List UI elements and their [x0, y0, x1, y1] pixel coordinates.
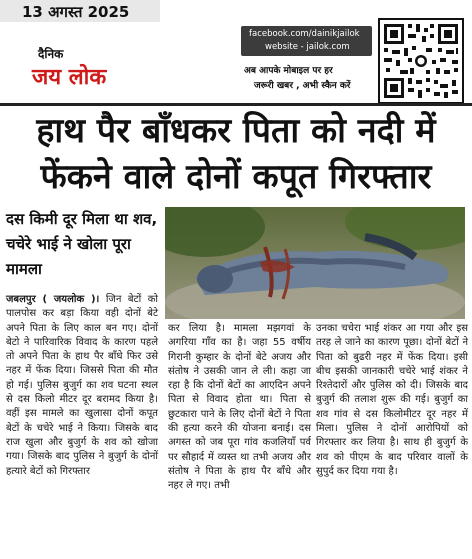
- social-links-bar: [241, 26, 372, 56]
- newspaper-logo: [4, 27, 154, 97]
- date-bar: [0, 0, 160, 22]
- article-subheadline: दस किमी दूर मिला था शव, चचेरे भाई ने खोला पूरा मामला: [6, 210, 158, 278]
- qr-code-icon[interactable]: [378, 18, 464, 104]
- header-divider: [0, 103, 472, 106]
- logo-daily-label: दैनिक: [38, 47, 64, 61]
- article-photo: [165, 207, 465, 319]
- logo-name: जय लोक: [32, 65, 107, 90]
- article-headline: हाथ पैर बाँधकर पिता को नदी में फेंकने वाले दोनों कपूत गिरफ्तार: [36, 111, 436, 197]
- masthead: [0, 0, 472, 102]
- scan-promo-line2: जरूरी खबर , अभी स्कैन करें: [254, 81, 351, 91]
- article-column-1: [6, 293, 158, 479]
- edition-date: 13 अगस्त 2025: [22, 3, 130, 21]
- article-column-3: उनका चचेरा भाई शंकर आ गया और इस तरह ले जाने का कारण पूछा। दोनों बेटों ने पिता को बुढरी नहर में फेंक दिया। इसी बीच इसकी जानकारी चचेरे भाई शंकर ने रिश्तेदारों और पुलिस को दी। जिसके बाद बुजुर्ग की तलाश शुरू की गई। बुजुर्ग का शव गांव से दस किलोमीटर दूर नहर में मिला। पुलिस ने दोनों आरोपियों को गिरफ्तार कर लिया है। साथ ही बुजुर्ग के शव को पीएम के बाद परिवार वालों के सुपुर्द कर दिया गया है।: [316, 323, 468, 477]
- article-column-2: कर लिया है। मामला मझगवां के अगरिया गाँव का है। जहा 55 वर्षीय गिरानी कुम्हार के दोनों बेटे अजय और संतोष ने उसकी जान ले ली। कहा जा रहा है कि दोनों बेटों का आएदिन अपने पिता से विवाद होता था। पिता से छुटकारा पाने के लिए दोनों बेटों ने पिता की हत्या करने की योजना बनाई। दस अगस्त को जब पूरा गांव कजलियाँ पर्व पर सौहार्द में व्यस्त था तभी अजय और संतोष ने पिता के हाथ पैर बाँधे और नहर ले गए। तभी: [168, 323, 311, 492]
- facebook-link[interactable]: facebook.com/dainikjailok: [249, 29, 360, 39]
- website-link[interactable]: website - jailok.com: [265, 42, 350, 52]
- scan-promo-line1: अब आपके मोबाइल पर हर: [244, 66, 333, 76]
- article-column-1-text: जिन बेटों को पालपोस कर बड़ा किया वही दोनों बेटे अपने पिता के लिए काल बन गए। दोनों बेटो ने पारिवारिक विवाद के कारण पहले तो अपने पिता के हाथ पैर बाँधे फिर उसे नहर में फेंक दिया। जिससे पिता की मौत हो गई। पुलिस बुजुर्ग का शव घटना स्थल से दस किलो मीटर दूर बरामद किया है। वहीं इस मामले का खुलासा दोनों कपूत बेटों के चचेरे भाई ने किया। जिसके बाद राज खुला और बुजुर्ग के शव को खोजा गया। जिसके बाद पुलिस ने बुजुर्ग के दोनों हत्यारे बेटों को गिरफ्तार: [6, 294, 158, 477]
- article-dateline: जबलपुर ( जयलोक )।: [6, 294, 100, 305]
